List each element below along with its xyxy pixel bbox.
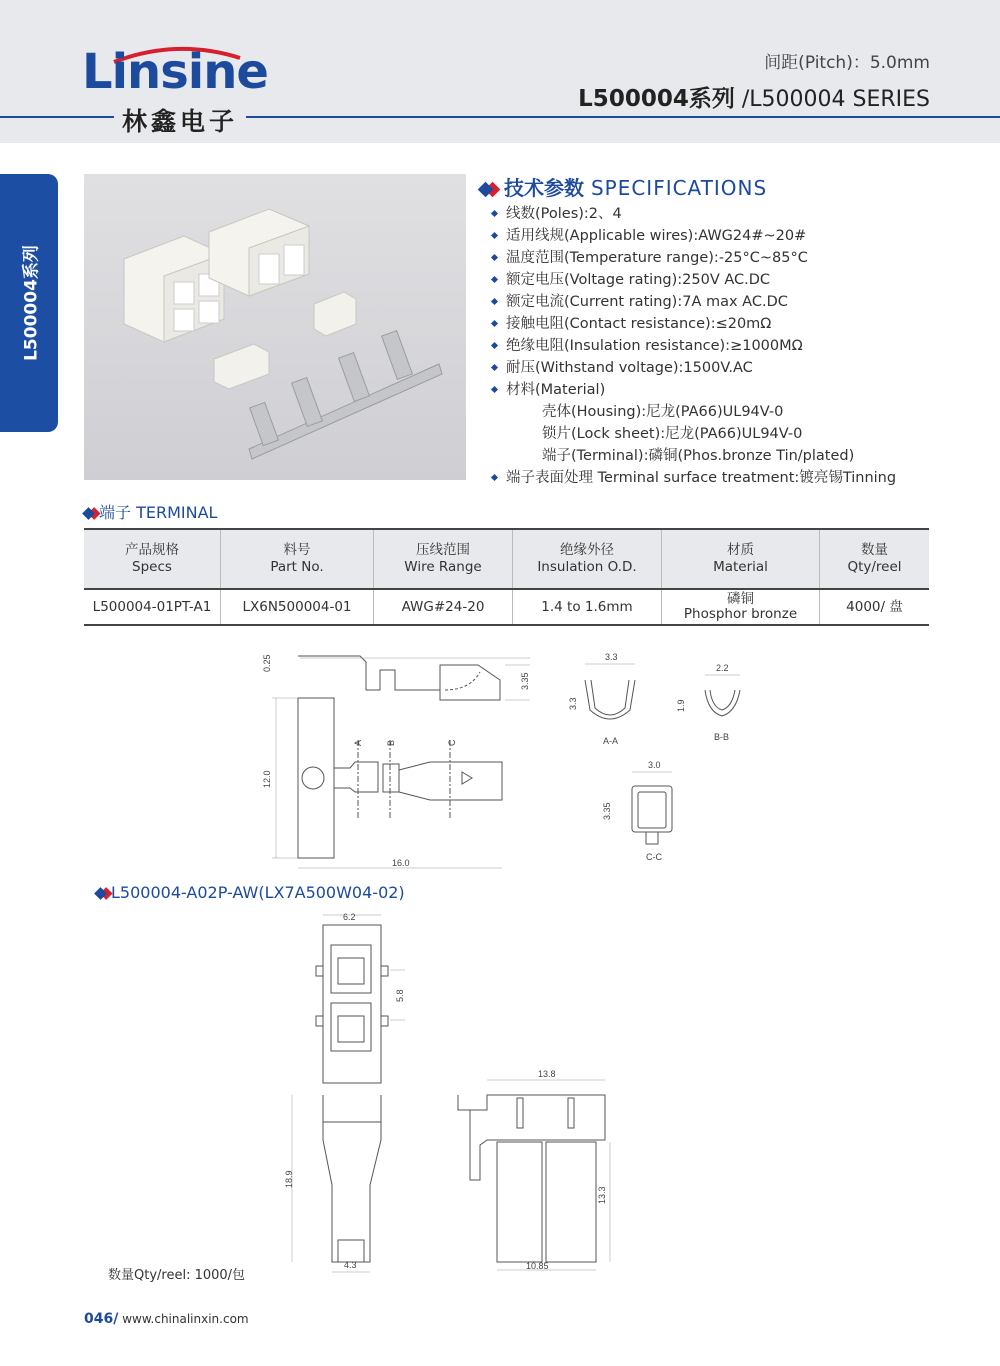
housing-heading: L500004-A02P-AW(LX7A500W04-02)	[96, 883, 405, 902]
section-aa	[585, 664, 635, 719]
col-specs: 产品规格 Specs	[84, 529, 221, 589]
series-bold: L500004系列	[578, 86, 735, 112]
col-insulation-od: 绝缘外径 Insulation O.D.	[513, 529, 662, 589]
col-wire-range: 压线范围 Wire Range	[374, 529, 513, 589]
col-part-no: 料号 Part No.	[221, 529, 374, 589]
dim-1085: 10.85	[526, 1261, 549, 1271]
dim-025: 0.25	[262, 654, 272, 672]
brand-logo: Linsine	[82, 44, 268, 100]
cell-qty: 4000/ 盘	[820, 589, 930, 625]
series-en: /L500004 SERIES	[734, 87, 930, 112]
dim-58: 5.8	[395, 989, 405, 1002]
section-cc-label: C-C	[646, 852, 662, 862]
spec-item: 额定电流(Current rating):7A max AC.DC	[492, 291, 896, 313]
dim-cc-h: 3.35	[602, 802, 612, 820]
terminal-top-view	[272, 698, 502, 868]
spec-item: 材料(Material)	[492, 379, 896, 401]
dim-aa-w: 3.3	[605, 652, 618, 662]
footer-separator: /	[113, 1311, 119, 1327]
footer-url[interactable]: www.chinalinxin.com	[122, 1312, 249, 1326]
spec-item: 线数(Poles):2、4	[492, 203, 896, 225]
spec-title-en: SPECIFICATIONS	[590, 176, 768, 200]
material-item: 端子(Terminal):磷铜(Phos.bronze Tin/plated)	[542, 448, 855, 464]
col-material: 材质 Material	[662, 529, 820, 589]
section-b-label: B	[386, 739, 396, 746]
side-tab-label: L500004系列	[21, 245, 42, 361]
dim-62: 6.2	[343, 912, 356, 922]
cell-spec: L500004-01PT-A1	[84, 589, 221, 625]
cell-wire: AWG#24-20	[374, 589, 513, 625]
pitch-label: 间距(Pitch)：5.0mm	[764, 53, 930, 73]
spec-item: 绝缘电阻(Insulation resistance):≥1000MΩ	[492, 335, 896, 357]
spec-item: 耐压(Withstand voltage):1500V.AC	[492, 357, 896, 379]
dim-bb-h: 1.9	[676, 699, 686, 712]
dim-335: 3.35	[520, 672, 530, 690]
material-item: 壳体(Housing):尼龙(PA66)UL94V-0	[542, 404, 784, 420]
spec-item: 接触电阻(Contact resistance):≤20mΩ	[492, 313, 896, 335]
spec-item: 适用线规(Applicable wires):AWG24#~20#	[492, 225, 896, 247]
dim-133: 13.3	[597, 1186, 607, 1204]
section-a-label: A	[353, 739, 363, 746]
dim-aa-h: 3.3	[568, 697, 578, 710]
material-item: 锁片(Lock sheet):尼龙(PA66)UL94V-0	[542, 426, 803, 442]
cell-material: 磷铜 Phosphor bronze	[662, 589, 820, 625]
section-bb-label: B-B	[714, 732, 730, 742]
spec-item: 额定电压(Voltage rating):250V AC.DC	[492, 269, 896, 291]
dim-bb-w: 2.2	[716, 663, 729, 673]
housing-front-view	[316, 915, 405, 1083]
diamond-icon	[94, 887, 107, 900]
section-aa-label: A-A	[603, 736, 619, 746]
col-qty: 数量 Qty/reel	[820, 529, 930, 589]
dim-cc-w: 3.0	[648, 760, 661, 770]
page-number: 046	[84, 1311, 114, 1327]
housing-end-view	[458, 1080, 610, 1270]
page-footer	[84, 1311, 249, 1327]
section-c-label: C	[447, 739, 457, 746]
spec-item: 端子表面处理 Terminal surface treatment:镀亮锡Tinning	[492, 467, 896, 489]
terminal-side-view	[298, 656, 530, 700]
dim-160: 16.0	[392, 858, 410, 868]
dim-189: 18.9	[284, 1170, 294, 1188]
spec-title-cn: 技术参数	[503, 176, 584, 200]
housing-side-view	[292, 1095, 381, 1272]
cell-od: 1.4 to 1.6mm	[513, 589, 662, 625]
dim-43: 4.3	[344, 1260, 357, 1270]
brand-chinese-name: 林鑫电子	[114, 102, 246, 138]
cell-part: LX6N500004-01	[221, 589, 374, 625]
section-bb	[705, 675, 740, 716]
section-cc	[632, 772, 672, 844]
qty-note: 数量Qty/reel: 1000/包	[108, 1268, 246, 1283]
terminal-heading: 端子 TERMINAL	[84, 500, 217, 523]
dim-120: 12.0	[262, 770, 272, 788]
dim-138: 13.8	[538, 1069, 556, 1079]
spec-item: 温度范围(Temperature range):-25°C~85°C	[492, 247, 896, 269]
